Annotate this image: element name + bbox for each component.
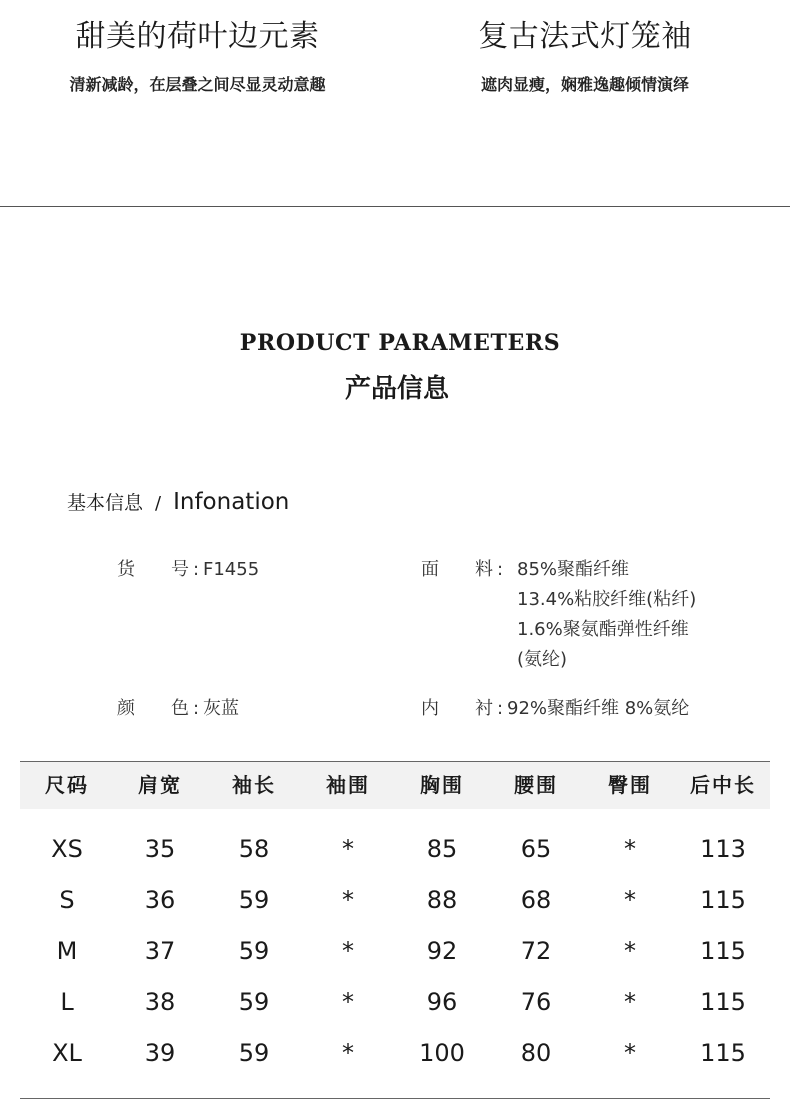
feature-subtitle: 遮肉显瘦，娴雅逸趣倾情演绎 <box>480 75 689 94</box>
cell: * <box>342 988 354 1016</box>
lining-value: 92%聚酯纤维 8%氨纶 <box>507 698 690 719</box>
fabric-colon: : <box>496 559 504 580</box>
cell: 65 <box>520 835 552 863</box>
cell: * <box>342 835 354 863</box>
cell-size: XL <box>52 1039 82 1067</box>
section-title-en: PRODUCT PARAMETERS <box>239 330 561 356</box>
cell: 58 <box>238 835 270 863</box>
goods-value: F1455 <box>203 559 260 580</box>
feature-lantern-sleeve <box>395 14 775 100</box>
cell: * <box>624 1039 636 1067</box>
cell: * <box>624 988 636 1016</box>
section-divider <box>0 206 790 207</box>
cell: 39 <box>144 1039 176 1067</box>
cell: 35 <box>144 835 176 863</box>
header-sleeve-length: 袖长 <box>232 773 276 797</box>
fabric-line: 13.4%粘胶纤维(粘纤) <box>517 589 697 610</box>
cell: 115 <box>700 988 746 1016</box>
section-title-cn: 产品信息 <box>344 374 449 404</box>
table-row <box>20 1028 770 1079</box>
header-hip: 臀围 <box>608 773 652 797</box>
cell: 92 <box>426 937 458 965</box>
cell: 37 <box>144 937 176 965</box>
table-row <box>20 977 770 1028</box>
cell: 115 <box>700 1039 746 1067</box>
header-size: 尺码 <box>45 773 89 797</box>
cell: * <box>342 937 354 965</box>
header-sleeve-width: 袖围 <box>326 773 370 797</box>
fabric-composition <box>517 555 696 675</box>
basic-info-header-cn: 基本信息 <box>67 492 144 514</box>
cell: * <box>624 886 636 914</box>
header-separator: / <box>155 493 162 514</box>
color-label-2: 色 <box>171 698 189 719</box>
basic-info-header-en: Infonation <box>173 489 290 515</box>
cell-size: S <box>59 886 75 914</box>
lining-colon: : <box>496 698 504 719</box>
size-table-header <box>20 762 770 809</box>
cell: 88 <box>426 886 458 914</box>
cell: 85 <box>426 835 458 863</box>
table-bottom-border <box>20 1098 770 1099</box>
cell: 38 <box>144 988 176 1016</box>
feature-title: 复古法式灯笼袖 <box>478 19 692 54</box>
fabric-label-1: 面 <box>421 559 439 580</box>
cell: 59 <box>238 886 270 914</box>
cell: 59 <box>238 1039 270 1067</box>
cell: 68 <box>520 886 552 914</box>
lining-label-1: 内 <box>421 698 439 719</box>
goods-label-1: 货 <box>117 559 135 580</box>
cell: * <box>624 835 636 863</box>
fabric-line: 1.6%聚氨酯弹性纤维 <box>517 619 689 640</box>
lining-label-2: 衬 <box>475 698 493 719</box>
goods-label-2: 号 <box>171 559 189 580</box>
fabric-label-2: 料 <box>475 559 493 580</box>
cell-size: L <box>60 988 74 1016</box>
cell-size: XS <box>51 835 83 863</box>
fabric-line: (氨纶) <box>517 649 568 670</box>
info-fabric-label <box>421 555 507 585</box>
color-colon: : <box>192 698 200 719</box>
cell: 96 <box>426 988 458 1016</box>
cell: 76 <box>520 988 552 1016</box>
table-row <box>20 875 770 926</box>
feature-ruffle <box>0 14 395 100</box>
header-bust: 胸围 <box>420 773 464 797</box>
cell: * <box>624 937 636 965</box>
feature-subtitle: 清新减龄，在层叠之间尽显灵动意趣 <box>69 75 326 94</box>
cell: * <box>342 1039 354 1067</box>
basic-info-header <box>67 488 289 515</box>
cell: 115 <box>700 937 746 965</box>
cell: * <box>342 886 354 914</box>
cell: 59 <box>238 937 270 965</box>
fabric-line: 85%聚酯纤维 <box>517 559 630 580</box>
goods-colon: : <box>192 559 200 580</box>
color-label-1: 颜 <box>117 698 135 719</box>
table-row <box>20 926 770 977</box>
color-value: 灰蓝 <box>203 698 239 719</box>
header-back-length: 后中长 <box>690 773 756 797</box>
table-row <box>20 824 770 875</box>
cell: 59 <box>238 988 270 1016</box>
cell: 115 <box>700 886 746 914</box>
cell-size: M <box>56 937 78 965</box>
header-waist: 腰围 <box>514 773 558 797</box>
info-goods-number <box>117 555 259 585</box>
cell: 36 <box>144 886 176 914</box>
feature-title: 甜美的荷叶边元素 <box>75 19 320 54</box>
cell: 80 <box>520 1039 552 1067</box>
cell: 100 <box>419 1039 465 1067</box>
info-color <box>117 694 239 724</box>
cell: 72 <box>520 937 552 965</box>
header-shoulder: 肩宽 <box>138 773 182 797</box>
cell: 113 <box>700 835 746 863</box>
info-lining <box>421 694 689 724</box>
